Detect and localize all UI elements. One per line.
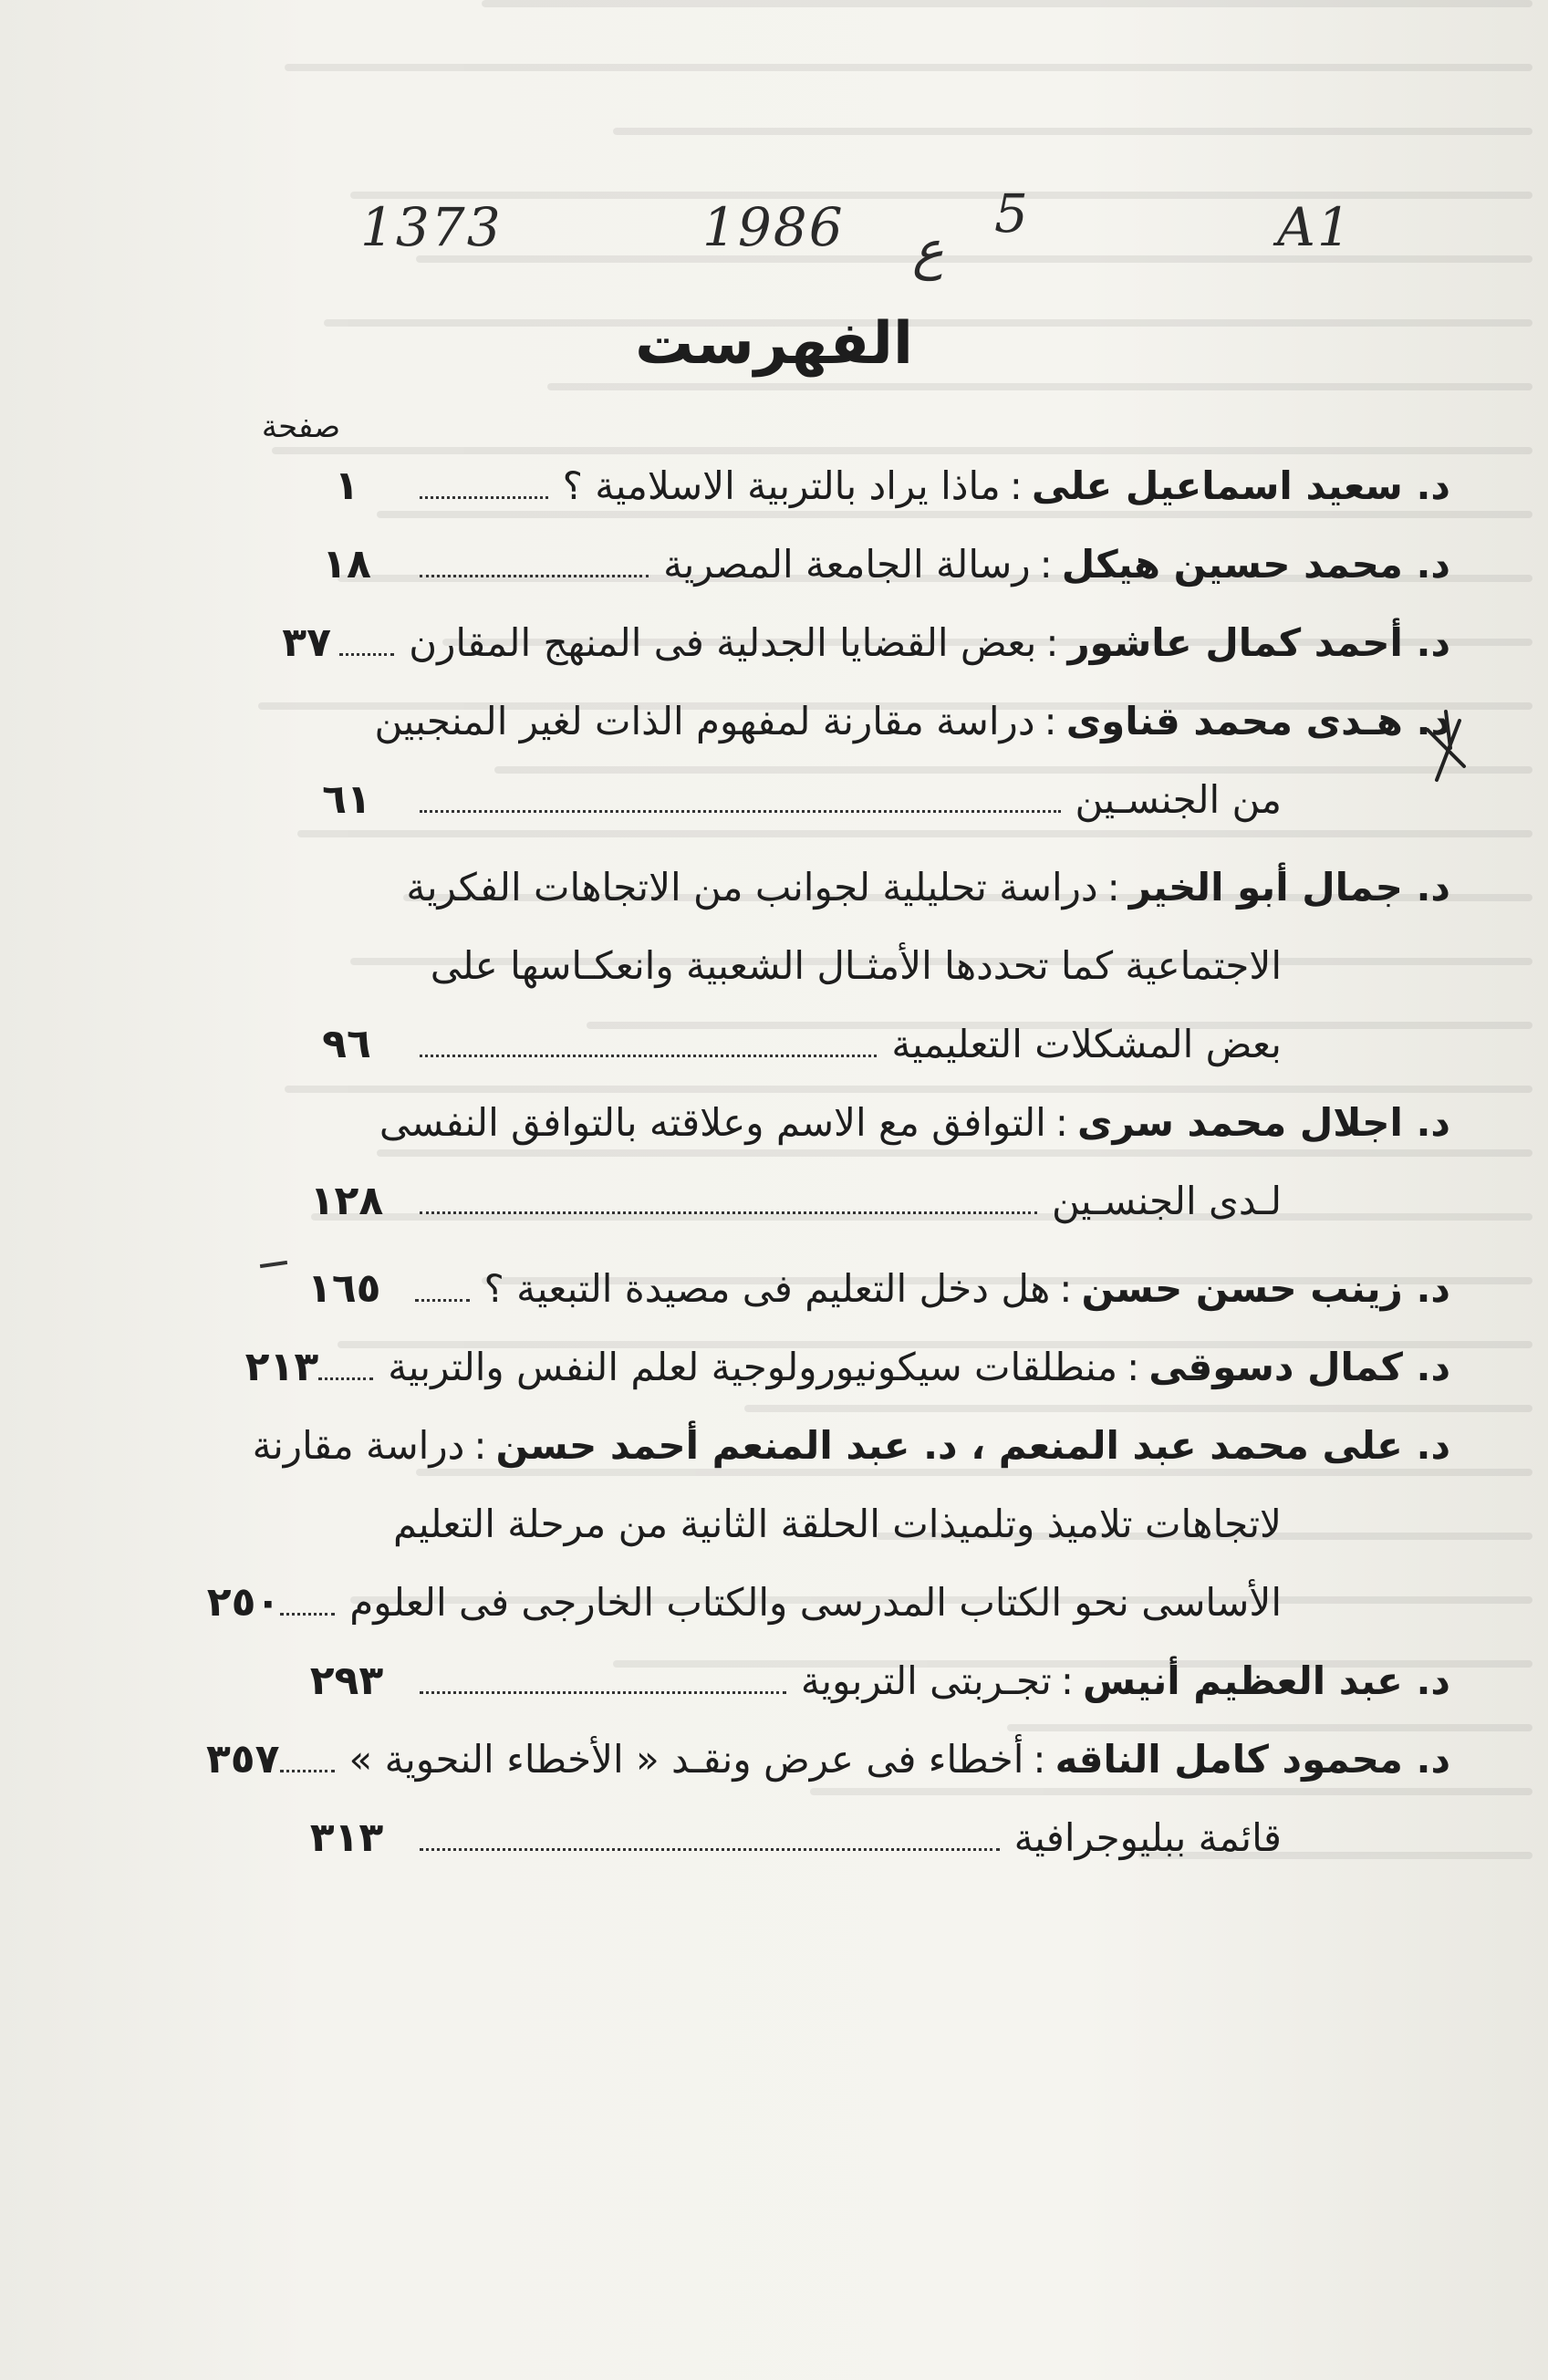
entry-page: ١٢٨: [309, 1178, 384, 1224]
handwritten-letter: ع: [912, 219, 944, 281]
toc-entry: د. هـدى محمد قناوى : دراسة مقارنة لمفهوم الذات لغير المنجبين من الجنسـين ٦١: [274, 682, 1450, 839]
entry-author: د. على محمد عبد المنعم ، د. عبد المنعم أحمد حسن: [495, 1423, 1450, 1468]
entry-title-continued: من الجنسـين: [1075, 777, 1282, 822]
toc-entry: د. زينب حسن حسن : هل دخل التعليم فى مصيدة التبعية ؟ ١٦٥: [274, 1250, 1450, 1328]
entry-author: د. زينب حسن حسن: [1081, 1266, 1450, 1311]
entry-title: دراسة مقارنة: [252, 1423, 465, 1468]
page-column-header: صفحة: [261, 409, 341, 445]
entry-title: قائمة ببليوجرافية: [1013, 1815, 1282, 1860]
entry-author: د. جمال أبو الخير: [1128, 865, 1450, 909]
entry-title-continued: لاتجاهات تلاميذ وتلميذات الحلقة الثانية من مرحلة التعليم: [392, 1502, 1282, 1546]
handwritten-code: A1: [1277, 196, 1353, 258]
entry-author: د. محمد حسين هيكل: [1061, 542, 1450, 587]
entry-page: ٣٥٧: [205, 1736, 280, 1782]
entry-page: ١٨: [322, 541, 371, 587]
entry-title: تجـربتى التربوية: [800, 1658, 1052, 1703]
toc-entry: د. جمال أبو الخير : دراسة تحليلية لجوانب من الاتجاهات الفكرية الاجتماعية كما تحددها الأمثـال الشعبية وانعكـاسها على بعض المشكلات التعليمية ٩٦: [274, 848, 1450, 1084]
entry-author: د. سعيد اسماعيل على: [1031, 463, 1450, 508]
toc-entry: د. اجلال محمد سرى : التوافق مع الاسم وعلاقته بالتوافق النفسى لـدى الجنسـين ١٢٨: [274, 1084, 1450, 1241]
entry-author: د. اجلال محمد سرى: [1077, 1100, 1450, 1145]
entry-title-continued: بعض المشكلات التعليمية: [891, 1022, 1282, 1066]
toc-entry: د. سعيد اسماعيل على : ماذا يراد بالتربية الاسلامية ؟ ١: [274, 447, 1450, 525]
entry-title: بعض القضايا الجدلية فى المنهج المقارن: [409, 620, 1037, 665]
toc-entry-bibliography: [274, 1799, 1450, 1877]
entry-page: ٢١٣: [244, 1344, 319, 1390]
entry-title: دراسة تحليلية لجوانب من الاتجاهات الفكرية: [406, 865, 1098, 909]
entry-author: د. أحمد كمال عاشور: [1067, 620, 1450, 665]
toc-entry: د. محمود كامل الناقه : أخطاء فى عرض ونقـد « الأخطاء النحوية » ٣٥٧: [274, 1720, 1450, 1799]
handwritten-cross-mark: [1409, 702, 1482, 794]
entry-title: منطلقات سيكونيورولوجية لعلم النفس والتربية: [388, 1345, 1118, 1389]
page-title: الفهرست: [635, 310, 913, 378]
entry-title: هل دخل التعليم فى مصيدة التبعية ؟: [483, 1266, 1051, 1311]
entry-page: ٣٧: [282, 619, 331, 666]
entry-author: د. كمال دسوقى: [1148, 1345, 1450, 1389]
entry-page: ١٦٥: [306, 1265, 381, 1312]
entry-title-continued: الاجتماعية كما تحددها الأمثـال الشعبية وانعكـاسها على: [430, 943, 1282, 988]
entry-page: ٣١٣: [309, 1814, 384, 1861]
table-of-contents: [205, 447, 1450, 1877]
entry-page: ٩٦: [322, 1021, 371, 1067]
entry-title: أخطاء فى عرض ونقـد « الأخطاء النحوية »: [348, 1737, 1024, 1782]
toc-entry: د. كمال دسوقى : منطلقات سيكونيورولوجية لعلم النفس والتربية ٢١٣: [274, 1328, 1450, 1407]
toc-entry: د. عبد العظيم أنيس : تجـربتى التربوية ٢٩٣: [274, 1642, 1450, 1720]
entry-title: التوافق مع الاسم وعلاقته بالتوافق النفسى: [379, 1100, 1046, 1145]
handwritten-year: 1986: [702, 196, 845, 258]
entry-title-continued: لـدى الجنسـين: [1051, 1179, 1282, 1223]
toc-entry: د. أحمد كمال عاشور : بعض القضايا الجدلية فى المنهج المقارن ٣٧: [274, 604, 1450, 682]
entry-page: ١: [334, 462, 359, 509]
entry-page: ٢٩٣: [309, 1658, 384, 1704]
entry-author: د. عبد العظيم أنيس: [1082, 1658, 1450, 1703]
toc-entry: د. على محمد عبد المنعم ، د. عبد المنعم أحمد حسن : دراسة مقارنة لاتجاهات تلاميذ وتلميذات الحلقة الثانية من مرحلة التعليم الأساسى نحو الكتاب المدرسى والكتاب الخارجى فى العلوم ٢٥٠: [274, 1407, 1450, 1642]
toc-entry: د. محمد حسين هيكل : رسالة الجامعة المصرية ١٨: [274, 525, 1450, 604]
entry-title: دراسة مقارنة لمفهوم الذات لغير المنجبين: [374, 699, 1035, 743]
entry-author: د. محمود كامل الناقه: [1055, 1737, 1450, 1782]
entry-title: ماذا يراد بالتربية الاسلامية ؟: [562, 463, 1001, 508]
entry-author: د. هـدى محمد قناوى: [1065, 699, 1450, 743]
entry-page: ٢٥٠: [206, 1579, 281, 1626]
entry-title: رسالة الجامعة المصرية: [663, 542, 1031, 587]
handwritten-number: 1373: [360, 196, 503, 258]
entry-title-continued: الأساسى نحو الكتاب المدرسى والكتاب الخارجى فى العلوم: [349, 1580, 1282, 1625]
handwritten-digit: 5: [994, 182, 1030, 244]
entry-page: ٦١: [322, 776, 371, 823]
